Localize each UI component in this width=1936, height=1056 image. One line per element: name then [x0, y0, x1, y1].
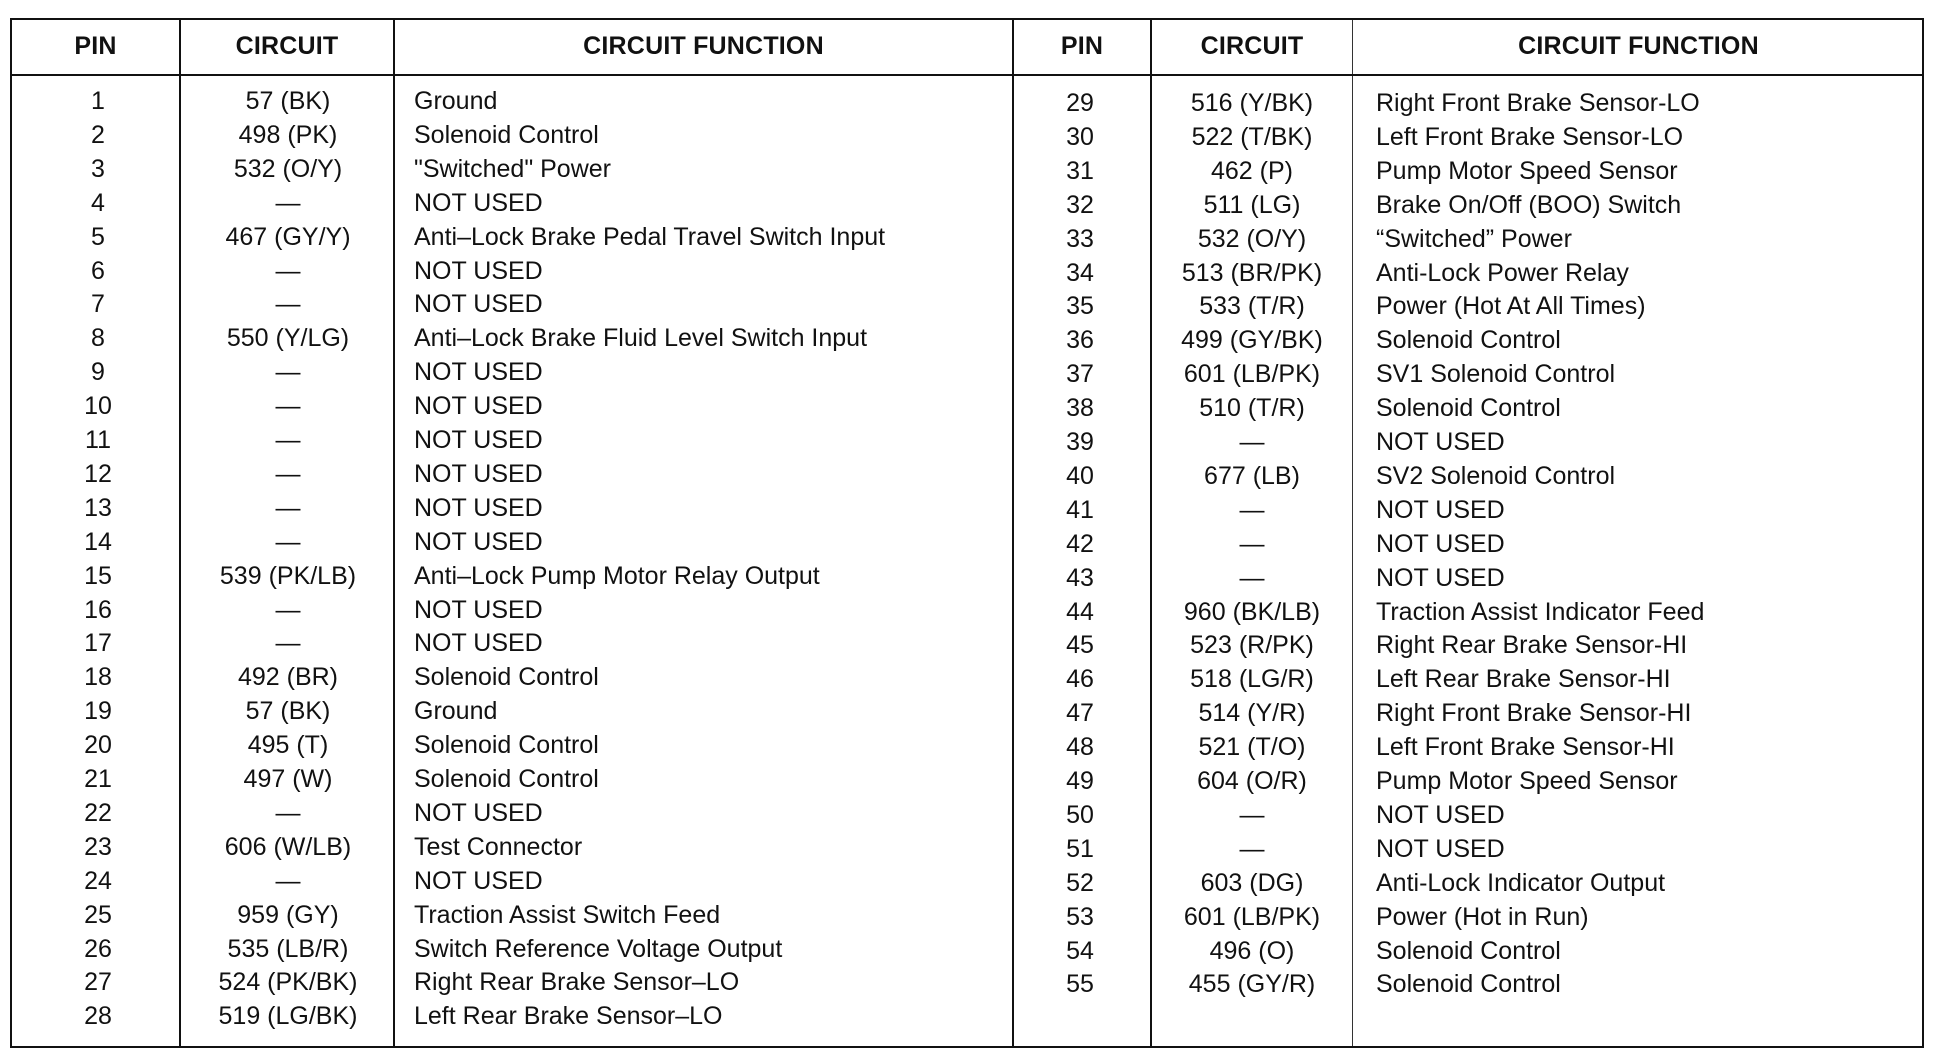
- header-circuit-function: CIRCUIT FUNCTION: [1518, 32, 1759, 60]
- circuit-code: 510 (T/R): [1199, 394, 1305, 423]
- circuit-code: 496 (O): [1209, 936, 1295, 965]
- pin-number: 44: [1066, 597, 1094, 626]
- table-row: [12, 323, 1922, 357]
- circuit-function: Power (Hot At All Times): [1376, 292, 1646, 321]
- pin-table: [10, 18, 1924, 1048]
- pin-number: 43: [1066, 563, 1094, 592]
- circuit-code: 495 (T): [247, 731, 329, 760]
- circuit-code: —: [275, 527, 301, 556]
- pin-number: 31: [1066, 156, 1094, 185]
- header-pin: PIN: [74, 32, 117, 60]
- pin-number: 11: [85, 426, 111, 454]
- pin-number: 26: [84, 934, 112, 963]
- table-row: [12, 154, 1922, 188]
- header-pin: PIN: [1060, 32, 1104, 60]
- circuit-function: NOT USED: [414, 493, 543, 522]
- circuit-function: Solenoid Control: [1376, 394, 1561, 423]
- circuit-code: —: [275, 426, 301, 454]
- circuit-function: Anti–Lock Brake Pedal Travel Switch Input: [414, 222, 886, 251]
- circuit-function: Pump Motor Speed Sensor: [1376, 767, 1678, 795]
- circuit-code: 960 (BK/LB): [1183, 597, 1321, 626]
- table-row: [12, 188, 1922, 222]
- circuit-code: 604 (O/R): [1197, 767, 1307, 795]
- table-row: [12, 493, 1922, 527]
- table-row: [12, 900, 1922, 934]
- pin-number: 14: [84, 527, 112, 556]
- circuit-code: —: [275, 392, 301, 421]
- pin-number: 42: [1066, 529, 1094, 558]
- circuit-function: Traction Assist Switch Feed: [414, 900, 721, 929]
- pin-number: 22: [84, 798, 112, 827]
- pin-number: 18: [84, 663, 112, 692]
- circuit-code: 518 (LG/R): [1190, 665, 1314, 694]
- circuit-function: SV2 Solenoid Control: [1376, 461, 1616, 490]
- pin-number: 37: [1066, 360, 1094, 389]
- table-row: [12, 832, 1922, 866]
- circuit-function: Power (Hot in Run): [1376, 902, 1589, 931]
- table-row: [12, 595, 1922, 629]
- circuit-function: Right Rear Brake Sensor–LO: [414, 968, 740, 997]
- table-row: [12, 357, 1922, 391]
- table-row: [12, 999, 1922, 1033]
- circuit-code: 511 (LG): [1203, 190, 1301, 219]
- circuit-code: 516 (Y/BK): [1190, 89, 1314, 117]
- circuit-function: Solenoid Control: [414, 765, 599, 793]
- pin-number: 54: [1066, 936, 1094, 965]
- circuit-function: Anti–Lock Brake Fluid Level Switch Input: [414, 324, 868, 353]
- circuit-code: 57 (BK): [245, 697, 331, 726]
- circuit-function: Left Front Brake Sensor-LO: [1376, 122, 1684, 151]
- pin-number: 50: [1066, 800, 1094, 829]
- table-row: [12, 967, 1922, 1001]
- pin-number: 48: [1066, 733, 1094, 762]
- pin-number: 49: [1066, 767, 1094, 795]
- circuit-function: Right Front Brake Sensor-HI: [1376, 699, 1692, 728]
- circuit-function: NOT USED: [414, 629, 543, 658]
- table-row: [12, 256, 1922, 290]
- pin-number: 51: [1066, 834, 1094, 863]
- circuit-function: Solenoid Control: [1376, 936, 1561, 965]
- pin-number: 2: [91, 120, 105, 149]
- circuit-function: Left Rear Brake Sensor–LO: [414, 1002, 723, 1031]
- circuit-function: Left Rear Brake Sensor-HI: [1376, 665, 1671, 694]
- table-row: [12, 391, 1922, 425]
- circuit-function: NOT USED: [414, 188, 543, 217]
- circuit-code: —: [1239, 428, 1265, 456]
- table-row: [12, 222, 1922, 256]
- circuit-code: 601 (LB/PK): [1183, 360, 1321, 389]
- pin-number: 6: [91, 256, 105, 285]
- circuit-code: 513 (BR/PK): [1181, 258, 1323, 287]
- pin-number: 30: [1066, 122, 1094, 151]
- circuit-function: NOT USED: [414, 527, 543, 556]
- circuit-code: 532 (O/Y): [1197, 224, 1307, 253]
- pin-number: 52: [1066, 868, 1094, 897]
- circuit-code: 521 (T/O): [1198, 733, 1306, 762]
- circuit-function: Solenoid Control: [1376, 970, 1561, 999]
- circuit-function: NOT USED: [1376, 800, 1505, 829]
- header-rule: [12, 74, 1922, 76]
- circuit-function: NOT USED: [414, 798, 543, 827]
- pin-number: 9: [91, 358, 105, 387]
- pin-number: 53: [1066, 902, 1094, 931]
- circuit-function: “Switched” Power: [1376, 224, 1572, 253]
- circuit-function: Switch Reference Voltage Output: [414, 934, 783, 963]
- circuit-code: —: [275, 595, 301, 624]
- circuit-function: NOT USED: [414, 866, 543, 895]
- circuit-code: 524 (PK/BK): [218, 968, 358, 997]
- circuit-code: —: [275, 629, 301, 658]
- pin-number: 1: [91, 87, 105, 115]
- circuit-code: —: [1239, 834, 1265, 863]
- header-circuit: CIRCUIT: [235, 32, 339, 60]
- pin-number: 25: [84, 900, 112, 929]
- circuit-function: NOT USED: [414, 392, 543, 421]
- circuit-code: 523 (R/PK): [1190, 631, 1314, 660]
- circuit-code: —: [1239, 529, 1265, 558]
- pin-number: 20: [84, 731, 112, 760]
- circuit-function: Brake On/Off (BOO) Switch: [1376, 190, 1682, 219]
- pin-number: 19: [84, 697, 112, 726]
- circuit-code: —: [275, 798, 301, 827]
- circuit-function: Solenoid Control: [414, 731, 599, 760]
- circuit-function: NOT USED: [414, 595, 543, 624]
- circuit-code: 677 (LB): [1204, 461, 1300, 490]
- circuit-function: NOT USED: [414, 426, 543, 454]
- pin-number: 55: [1066, 970, 1094, 999]
- table-row: [12, 459, 1922, 493]
- table-row: [12, 289, 1922, 323]
- pin-number: 21: [84, 765, 112, 793]
- circuit-function: Anti-Lock Power Relay: [1376, 258, 1629, 287]
- circuit-code: —: [275, 493, 301, 522]
- table-row: [12, 425, 1922, 459]
- circuit-code: 532 (O/Y): [233, 154, 343, 183]
- pin-number: 29: [1066, 89, 1094, 117]
- circuit-function: NOT USED: [414, 256, 543, 285]
- circuit-code: —: [275, 188, 301, 217]
- circuit-function: "Switched" Power: [414, 154, 611, 183]
- circuit-code: —: [275, 358, 301, 387]
- circuit-code: 601 (LB/PK): [1183, 902, 1321, 931]
- pin-number: 16: [84, 595, 112, 624]
- pin-number: 7: [91, 290, 105, 319]
- circuit-function: SV1 Solenoid Control: [1376, 360, 1616, 389]
- table-row: [12, 120, 1922, 154]
- circuit-code: 550 (Y/LG): [226, 324, 350, 353]
- pin-number: 34: [1066, 258, 1094, 287]
- pin-number: 24: [84, 866, 112, 895]
- circuit-function: NOT USED: [1376, 428, 1505, 456]
- pin-number: 46: [1066, 665, 1094, 694]
- circuit-code: 497 (W): [243, 765, 333, 793]
- table-row: [12, 934, 1922, 968]
- circuit-code: 467 (GY/Y): [225, 222, 351, 251]
- circuit-code: 462 (P): [1211, 156, 1293, 185]
- circuit-code: 533 (T/R): [1199, 292, 1305, 321]
- circuit-function: Solenoid Control: [414, 120, 599, 149]
- pin-number: 12: [84, 459, 112, 488]
- circuit-function: Right Front Brake Sensor-LO: [1376, 89, 1700, 117]
- pin-number: 10: [84, 392, 112, 421]
- pin-number: 38: [1066, 394, 1094, 423]
- table-row: [12, 798, 1922, 832]
- table-row: [12, 662, 1922, 696]
- circuit-code: —: [1239, 563, 1265, 592]
- table-row: [12, 730, 1922, 764]
- circuit-code: 535 (LB/R): [227, 934, 349, 963]
- circuit-function: NOT USED: [414, 290, 543, 319]
- pin-number: 32: [1066, 190, 1094, 219]
- circuit-function: NOT USED: [1376, 834, 1505, 863]
- pin-number: 39: [1066, 428, 1094, 456]
- pin-number: 23: [84, 832, 112, 861]
- circuit-function: Ground: [414, 87, 498, 115]
- circuit-function: Test Connector: [414, 832, 583, 861]
- circuit-function: Solenoid Control: [1376, 326, 1561, 355]
- table-row: [12, 696, 1922, 730]
- circuit-function: Traction Assist Indicator Feed: [1376, 597, 1705, 626]
- table-row: [12, 527, 1922, 561]
- pin-number: 8: [91, 324, 105, 353]
- table-row: [12, 561, 1922, 595]
- circuit-code: —: [275, 290, 301, 319]
- pin-number: 28: [84, 1002, 112, 1031]
- pin-number: 41: [1066, 495, 1094, 524]
- circuit-code: 603 (DG): [1200, 868, 1304, 897]
- table-row: [12, 86, 1922, 120]
- circuit-function: NOT USED: [1376, 529, 1505, 558]
- circuit-function: Ground: [414, 697, 498, 726]
- circuit-function: Solenoid Control: [414, 663, 599, 692]
- circuit-code: 57 (BK): [245, 87, 331, 115]
- pin-number: 27: [84, 968, 112, 997]
- circuit-code: 539 (PK/LB): [219, 561, 357, 590]
- circuit-code: —: [275, 866, 301, 895]
- circuit-code: —: [1239, 495, 1265, 524]
- circuit-code: 499 (GY/BK): [1181, 326, 1323, 355]
- circuit-function: NOT USED: [414, 459, 543, 488]
- pin-number: 17: [84, 629, 112, 658]
- circuit-code: —: [275, 256, 301, 285]
- pin-number: 33: [1066, 224, 1094, 253]
- header-circuit-function: CIRCUIT FUNCTION: [583, 32, 824, 60]
- pin-number: 4: [91, 188, 105, 217]
- circuit-function: Anti-Lock Indicator Output: [1376, 868, 1666, 897]
- circuit-code: 514 (Y/R): [1198, 699, 1306, 728]
- circuit-code: —: [275, 459, 301, 488]
- pin-number: 36: [1066, 326, 1094, 355]
- pin-number: 13: [84, 493, 112, 522]
- circuit-function: Right Rear Brake Sensor-HI: [1376, 631, 1688, 660]
- pin-number: 5: [91, 222, 105, 251]
- circuit-function: Anti–Lock Pump Motor Relay Output: [414, 561, 820, 590]
- table-row: [12, 764, 1922, 798]
- table-row: [12, 628, 1922, 662]
- circuit-code: 492 (BR): [237, 663, 339, 692]
- circuit-code: 498 (PK): [238, 120, 338, 149]
- pin-number: 35: [1066, 292, 1094, 321]
- table-row: [12, 866, 1922, 900]
- circuit-code: 519 (LG/BK): [218, 1002, 358, 1031]
- circuit-function: NOT USED: [1376, 563, 1505, 592]
- circuit-code: 522 (T/BK): [1191, 122, 1313, 151]
- circuit-code: —: [1239, 800, 1265, 829]
- pin-number: 15: [84, 561, 112, 590]
- circuit-function: NOT USED: [414, 358, 543, 387]
- pin-number: 3: [91, 154, 105, 183]
- circuit-code: 959 (GY): [237, 900, 339, 929]
- circuit-code: 455 (GY/R): [1188, 970, 1316, 999]
- pin-number: 45: [1066, 631, 1094, 660]
- circuit-code: 606 (W/LB): [224, 832, 352, 861]
- circuit-function: NOT USED: [1376, 495, 1505, 524]
- circuit-function: Pump Motor Speed Sensor: [1376, 156, 1678, 185]
- circuit-function: Left Front Brake Sensor-HI: [1376, 733, 1675, 762]
- header-circuit: CIRCUIT: [1200, 32, 1304, 60]
- pin-number: 40: [1066, 461, 1094, 490]
- pin-number: 47: [1066, 699, 1094, 728]
